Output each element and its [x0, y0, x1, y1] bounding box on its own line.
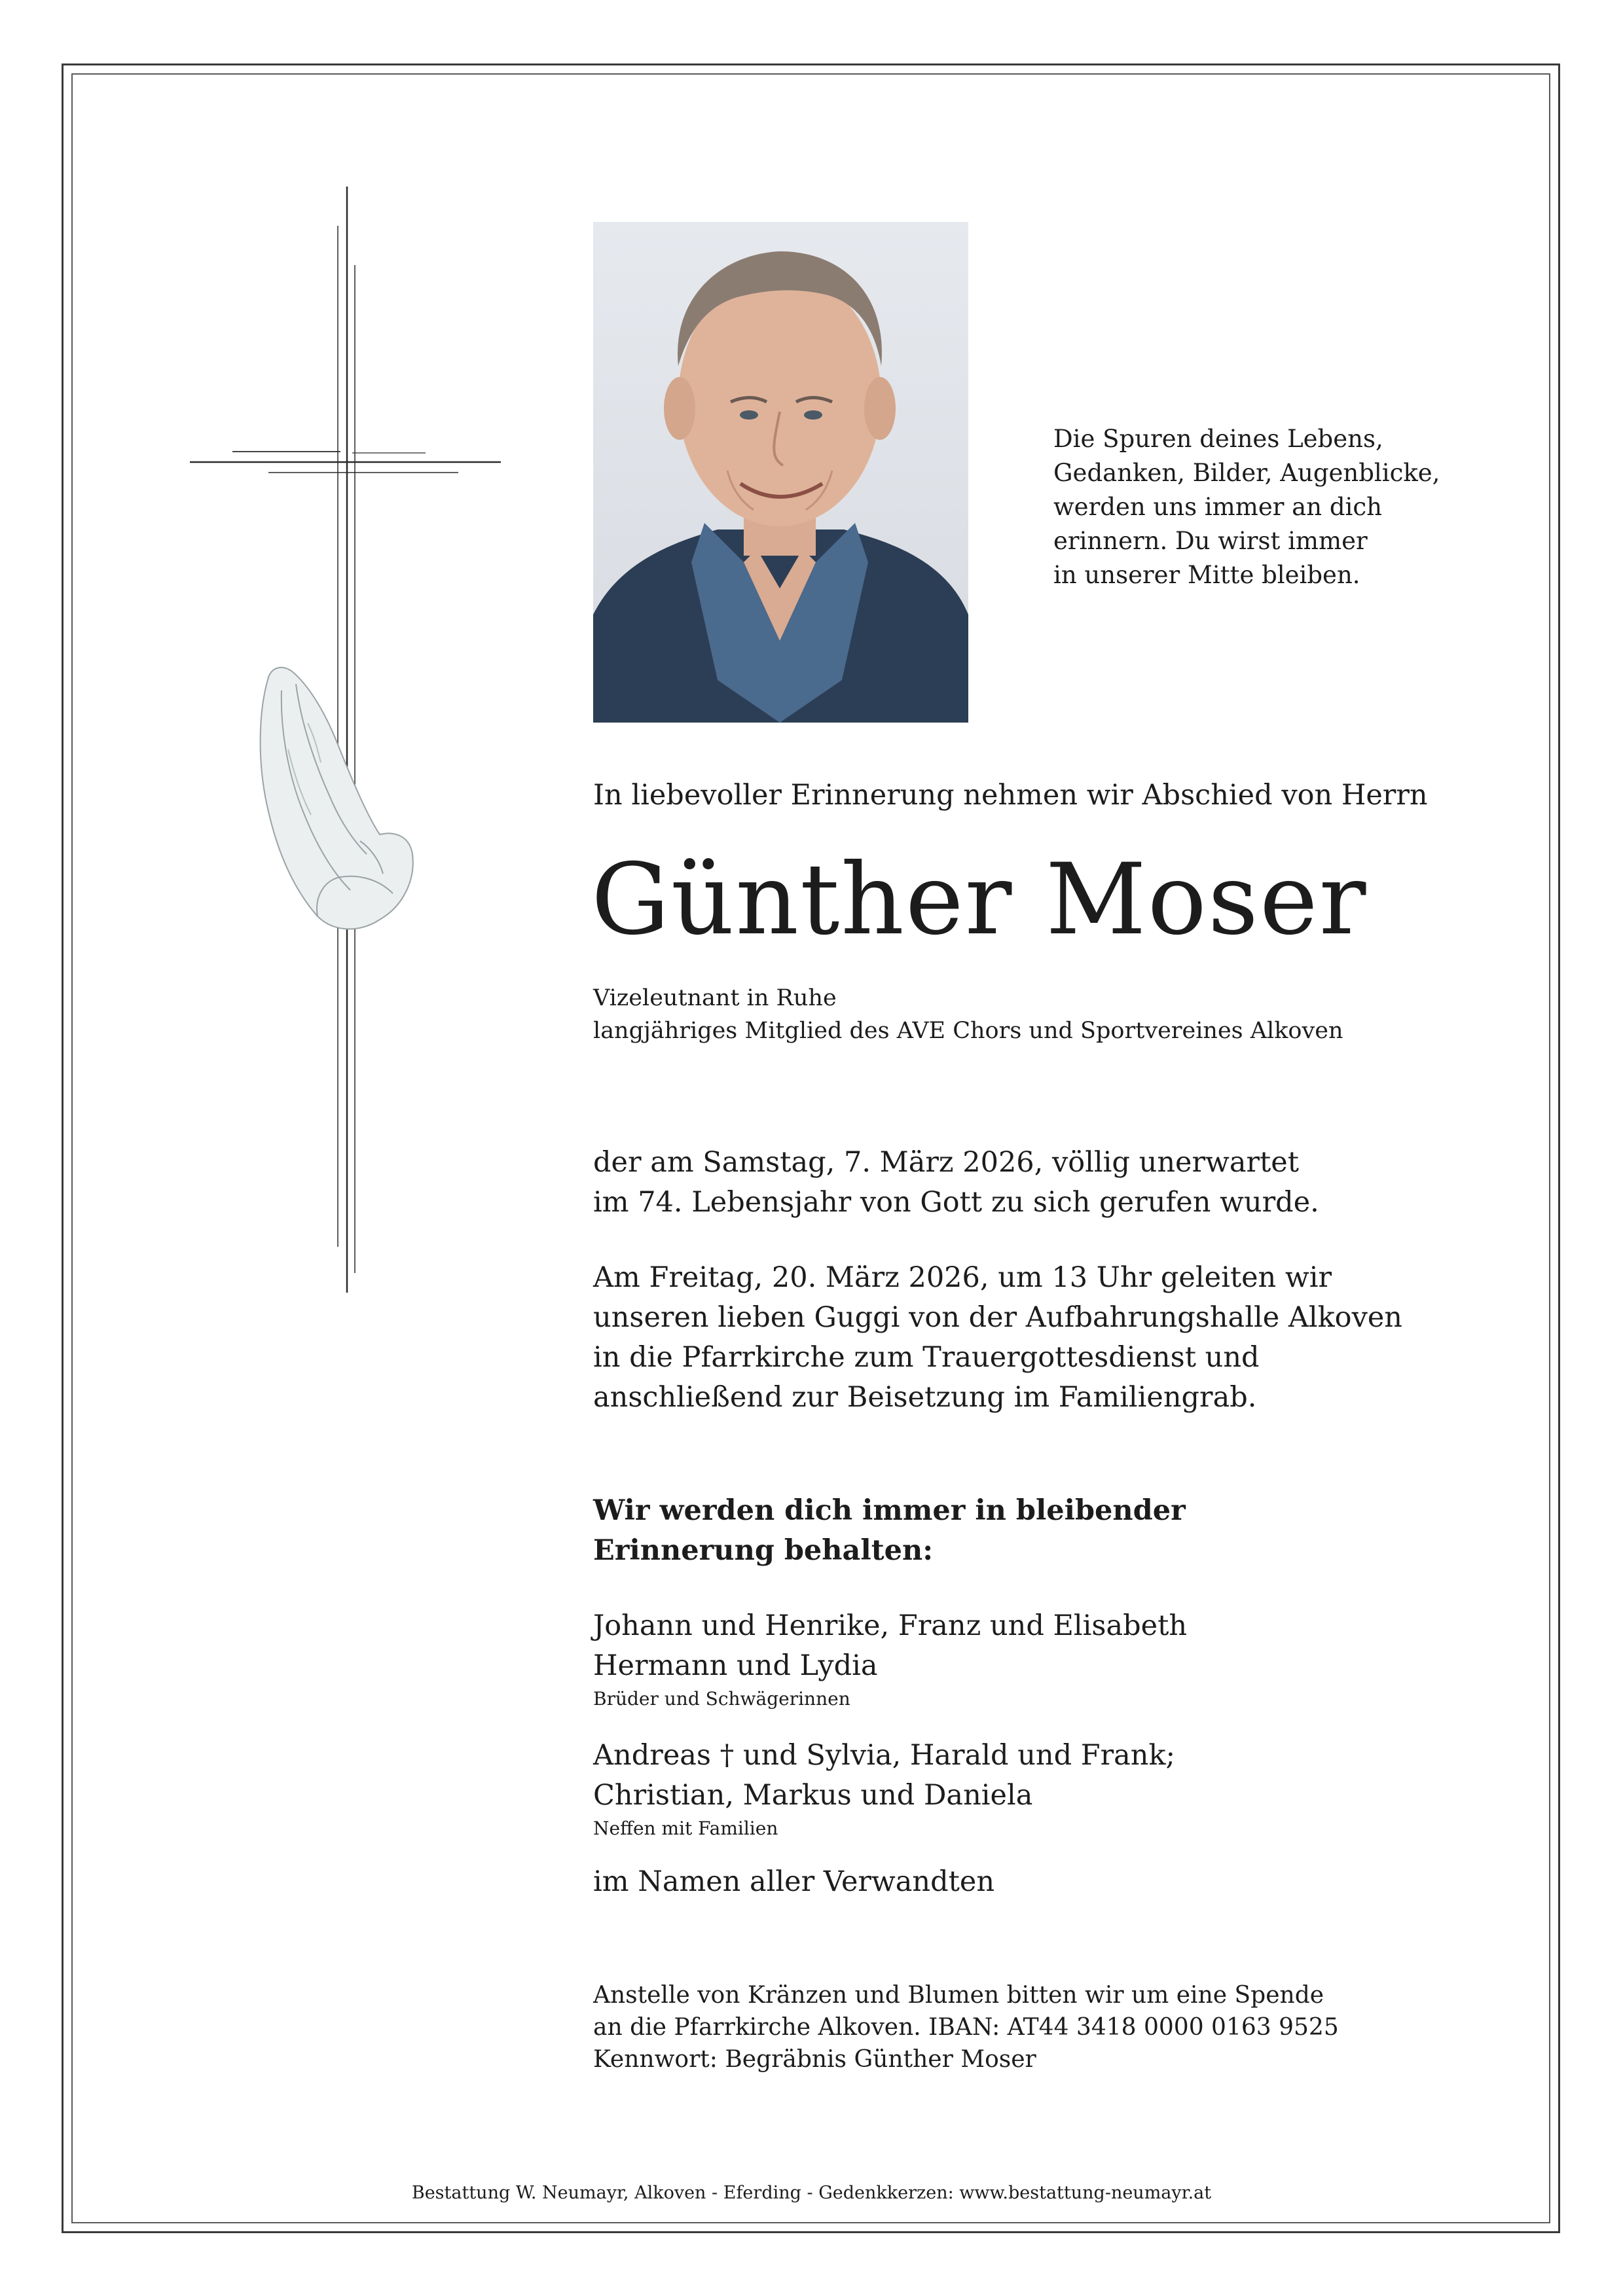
funeral-line: in die Pfarrkirche zum Trauergottesdienst und	[593, 1341, 1260, 1374]
funeral-line: unseren lieben Guggi von der Aufbahrungshalle Alkoven	[593, 1301, 1402, 1334]
donation-line: an die Pfarrkirche Alkoven. IBAN: AT44 3418 0000 0163 9525	[593, 2014, 1339, 2041]
remembrance-line: Wir werden dich immer in bleibender	[593, 1494, 1186, 1527]
mourner-group-nephews	[593, 1736, 1175, 1840]
death-notice-line: im 74. Lebensjahr von Gott zu sich gerufen wurde.	[593, 1186, 1319, 1219]
mourner-line: Johann und Henrike, Franz und Elisabeth	[593, 1609, 1188, 1642]
praying-hands-icon	[261, 668, 413, 929]
footer-funeral-home: Bestattung W. Neumayr, Alkoven - Eferding - Gedenkkerzen: www.bestattung-neumayr.at	[411, 2183, 1212, 2203]
cross-with-praying-hands-icon	[183, 187, 511, 1299]
deceased-subtitle	[593, 982, 1343, 1047]
quote-line: Die Spuren deines Lebens,	[1053, 425, 1383, 453]
subtitle-rank: Vizeleutnant in Ruhe	[593, 985, 837, 1011]
subtitle-membership: langjähriges Mitglied des AVE Chors und Sportvereines Alkoven	[593, 1018, 1343, 1044]
quote-line: Gedanken, Bilder, Augenblicke,	[1053, 459, 1440, 487]
quote-line: in unserer Mitte bleiben.	[1053, 561, 1360, 589]
relatives-line: im Namen aller Verwandten	[593, 1865, 995, 1898]
funeral-line: Am Freitag, 20. März 2026, um 13 Uhr geleiten wir	[593, 1261, 1332, 1294]
mourner-line: Andreas † und Sylvia, Harald und Frank;	[593, 1739, 1176, 1772]
remembrance-heading	[593, 1491, 1186, 1571]
death-notice-line: der am Samstag, 7. März 2026, völlig unerwartet	[593, 1146, 1300, 1179]
portrait-photo	[593, 222, 968, 723]
mourner-line: Christian, Markus und Daniela	[593, 1779, 1033, 1812]
donation-line: Anstelle von Kränzen und Blumen bitten wir um eine Spende	[593, 1982, 1324, 2009]
mourner-role: Neffen mit Familien	[593, 1818, 778, 1839]
death-notice	[593, 1143, 1319, 1223]
mourner-role: Brüder und Schwägerinnen	[593, 1688, 850, 1710]
mourner-group-siblings	[593, 1606, 1187, 1711]
donation-request	[593, 1979, 1339, 2075]
funeral-info	[593, 1258, 1402, 1418]
mourner-line: Hermann und Lydia	[593, 1649, 878, 1682]
memorial-quote	[1053, 422, 1440, 592]
deceased-name: Günther Moser	[591, 843, 1368, 957]
remembrance-line: Erinnerung behalten:	[593, 1534, 934, 1567]
quote-line: werden uns immer an dich	[1053, 493, 1382, 521]
intro-line: In liebevoller Erinnerung nehmen wir Abschied von Herrn	[593, 779, 1428, 812]
funeral-line: anschließend zur Beisetzung im Familiengrab.	[593, 1381, 1257, 1414]
donation-line: Kennwort: Begräbnis Günther Moser	[593, 2046, 1036, 2073]
quote-line: erinnern. Du wirst immer	[1053, 527, 1368, 555]
